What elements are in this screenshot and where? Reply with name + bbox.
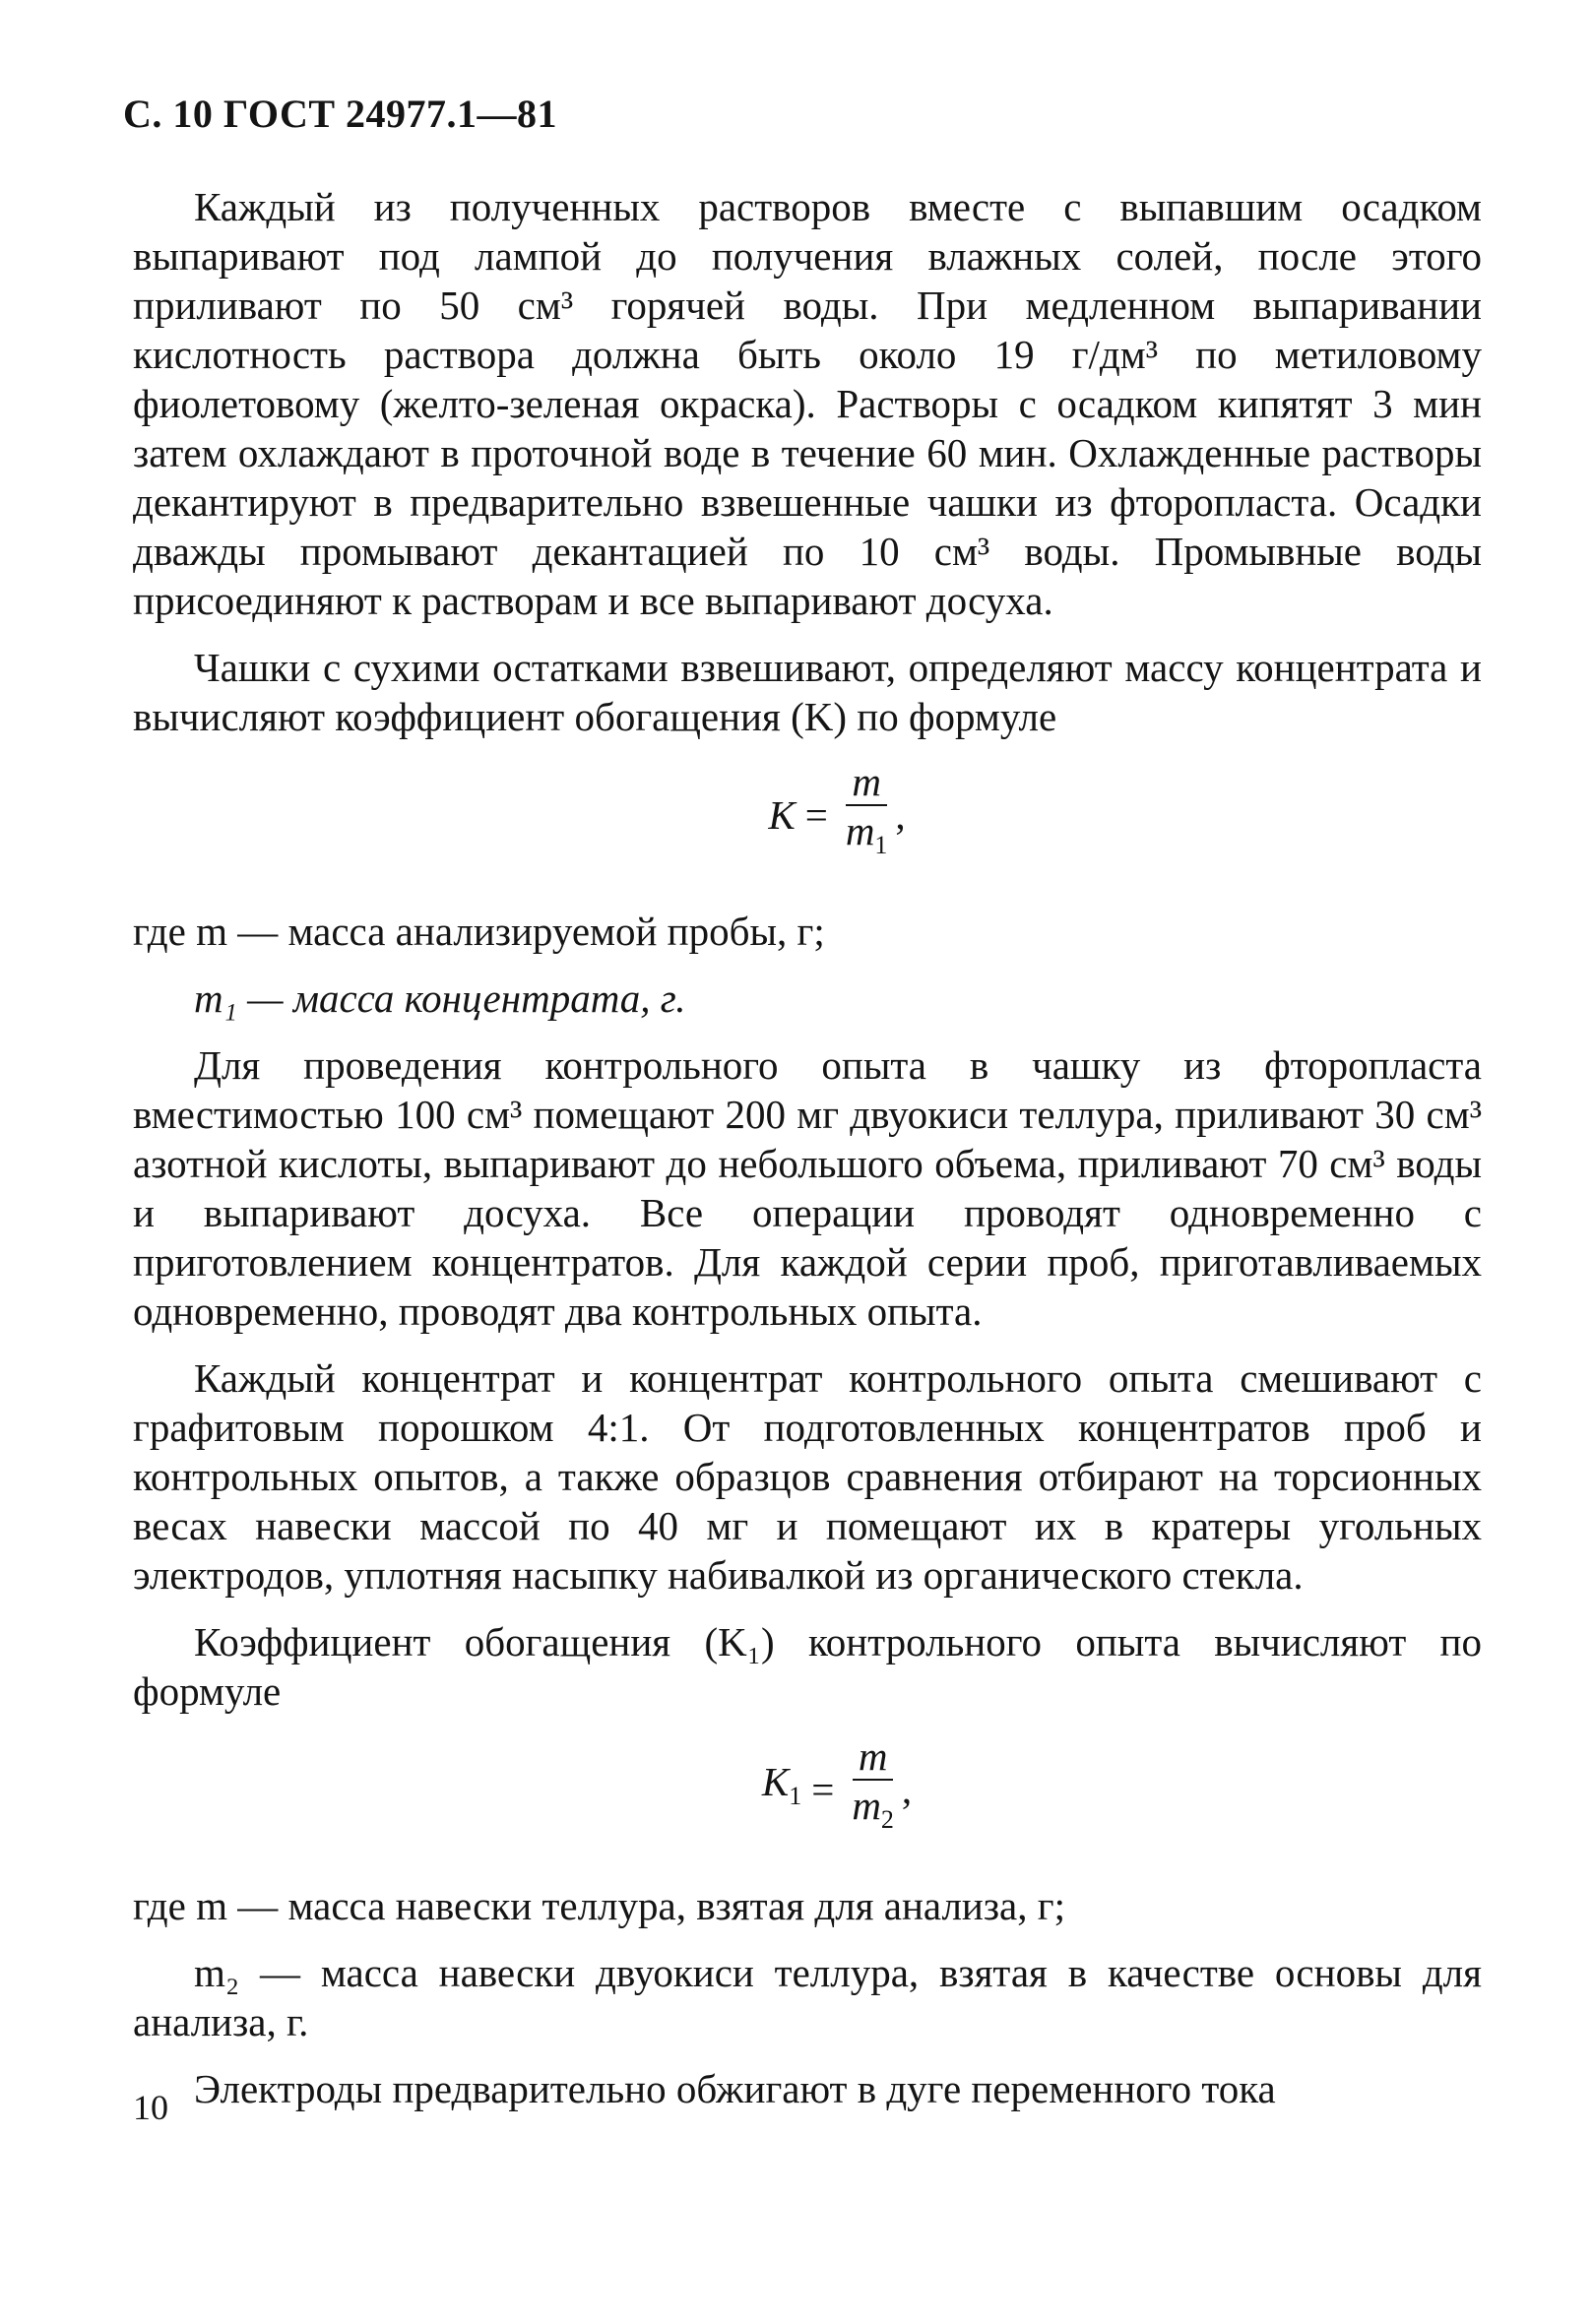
paragraph-6: Каждый концентрат и концентрат контрольного опыта смешивают с графитовым порошком 4:1. От подготовленных концентратов проб и контрольных опытов, а также образцов сравнения отбирают на торсионных весах навески массой по 40 мг и помещают их в кратеры угольных электродов, уплотняя насыпку набивалкой из органического стекла. [133,1355,1482,1598]
formula-1-fraction [846,759,888,870]
formula-2-equals: = [811,1766,835,1812]
formula-1-denominator: $m_1$ [845,808,888,860]
paragraph-10: Электроды предварительно обжигают в дуге переменного тока [194,2066,1276,2111]
paragraph-8: где m — масса навески теллура, взятая для анализа, г; [133,1883,1065,1928]
page-header: С. 10 ГОСТ 24977.1—81 [123,92,558,136]
formula-2-fraction [852,1733,894,1845]
paragraph-1: Каждый из полученных растворов вместе с выпавшим осадком выпаривают под лампой до получения влажных солей, после этого приливают по 50 см³ горячей воды. При медленном выпаривании кислотность раствора должна быть около 19 г/дм³ по метиловому фиолетовому (желто-зеленая окраска). Растворы с осадком кипятят 3 мин затем охлаждают в проточной воде в течение 60 мин. Охлажденные растворы декантируют в предварительно взвешенные чашки из фторопласта. Осадки дважды промывают декантацией по 10 см³ воды. Промывные воды присоединяют к растворам и все выпаривают досуха. [133,184,1482,623]
formula-control-enrichment-coefficient [133,1733,1482,1861]
formula-1-lhs: K [768,791,796,838]
paragraph-2: Чашки с сухими остатками взвешивают, определяют массу концентрата и вычисляют коэффициент обогащения (K) по формуле [133,645,1482,739]
paragraph-5: Для проведения контрольного опыта в чашку из фторопласта вместимостью 100 см³ помещают 200 мг двуокиси теллура, приливают 30 см³ азотной кислоты, выпаривают до небольшого объема, приливают 70 см³ воды и выпаривают досуха. Все операции проводят одновременно с приготовлением концентратов. Для каждой серии проб, приготавливаемых одновременно, проводят два контрольных опыта. [133,1042,1482,1334]
paragraph-7: Коэффициент обогащения (K₁) контрольного опыта вычисляют по формуле [133,1619,1482,1714]
formula-enrichment-coefficient [133,759,1482,887]
paragraph-4: m₁ — масса концентрата, г. [194,975,686,1021]
body-text [133,182,1482,2131]
formula-2-lhs: $K_1$ [761,1759,802,1811]
formula-1-equals: = [804,791,828,838]
paragraph-9: m₂ — масса навески двуокиси теллура, взятая в качестве основы для анализа, г. [133,1950,1482,2044]
formula-1-numerator: m [846,759,887,806]
formula-2-comma: , [901,1766,913,1812]
formula-2-denominator: $m_2$ [852,1783,894,1835]
paragraph-3: где m — масса анализируемой пробы, г; [133,909,825,954]
formula-1-comma: , [895,791,906,838]
page-number: 10 [133,2088,168,2127]
formula-2-numerator: m [853,1733,894,1781]
